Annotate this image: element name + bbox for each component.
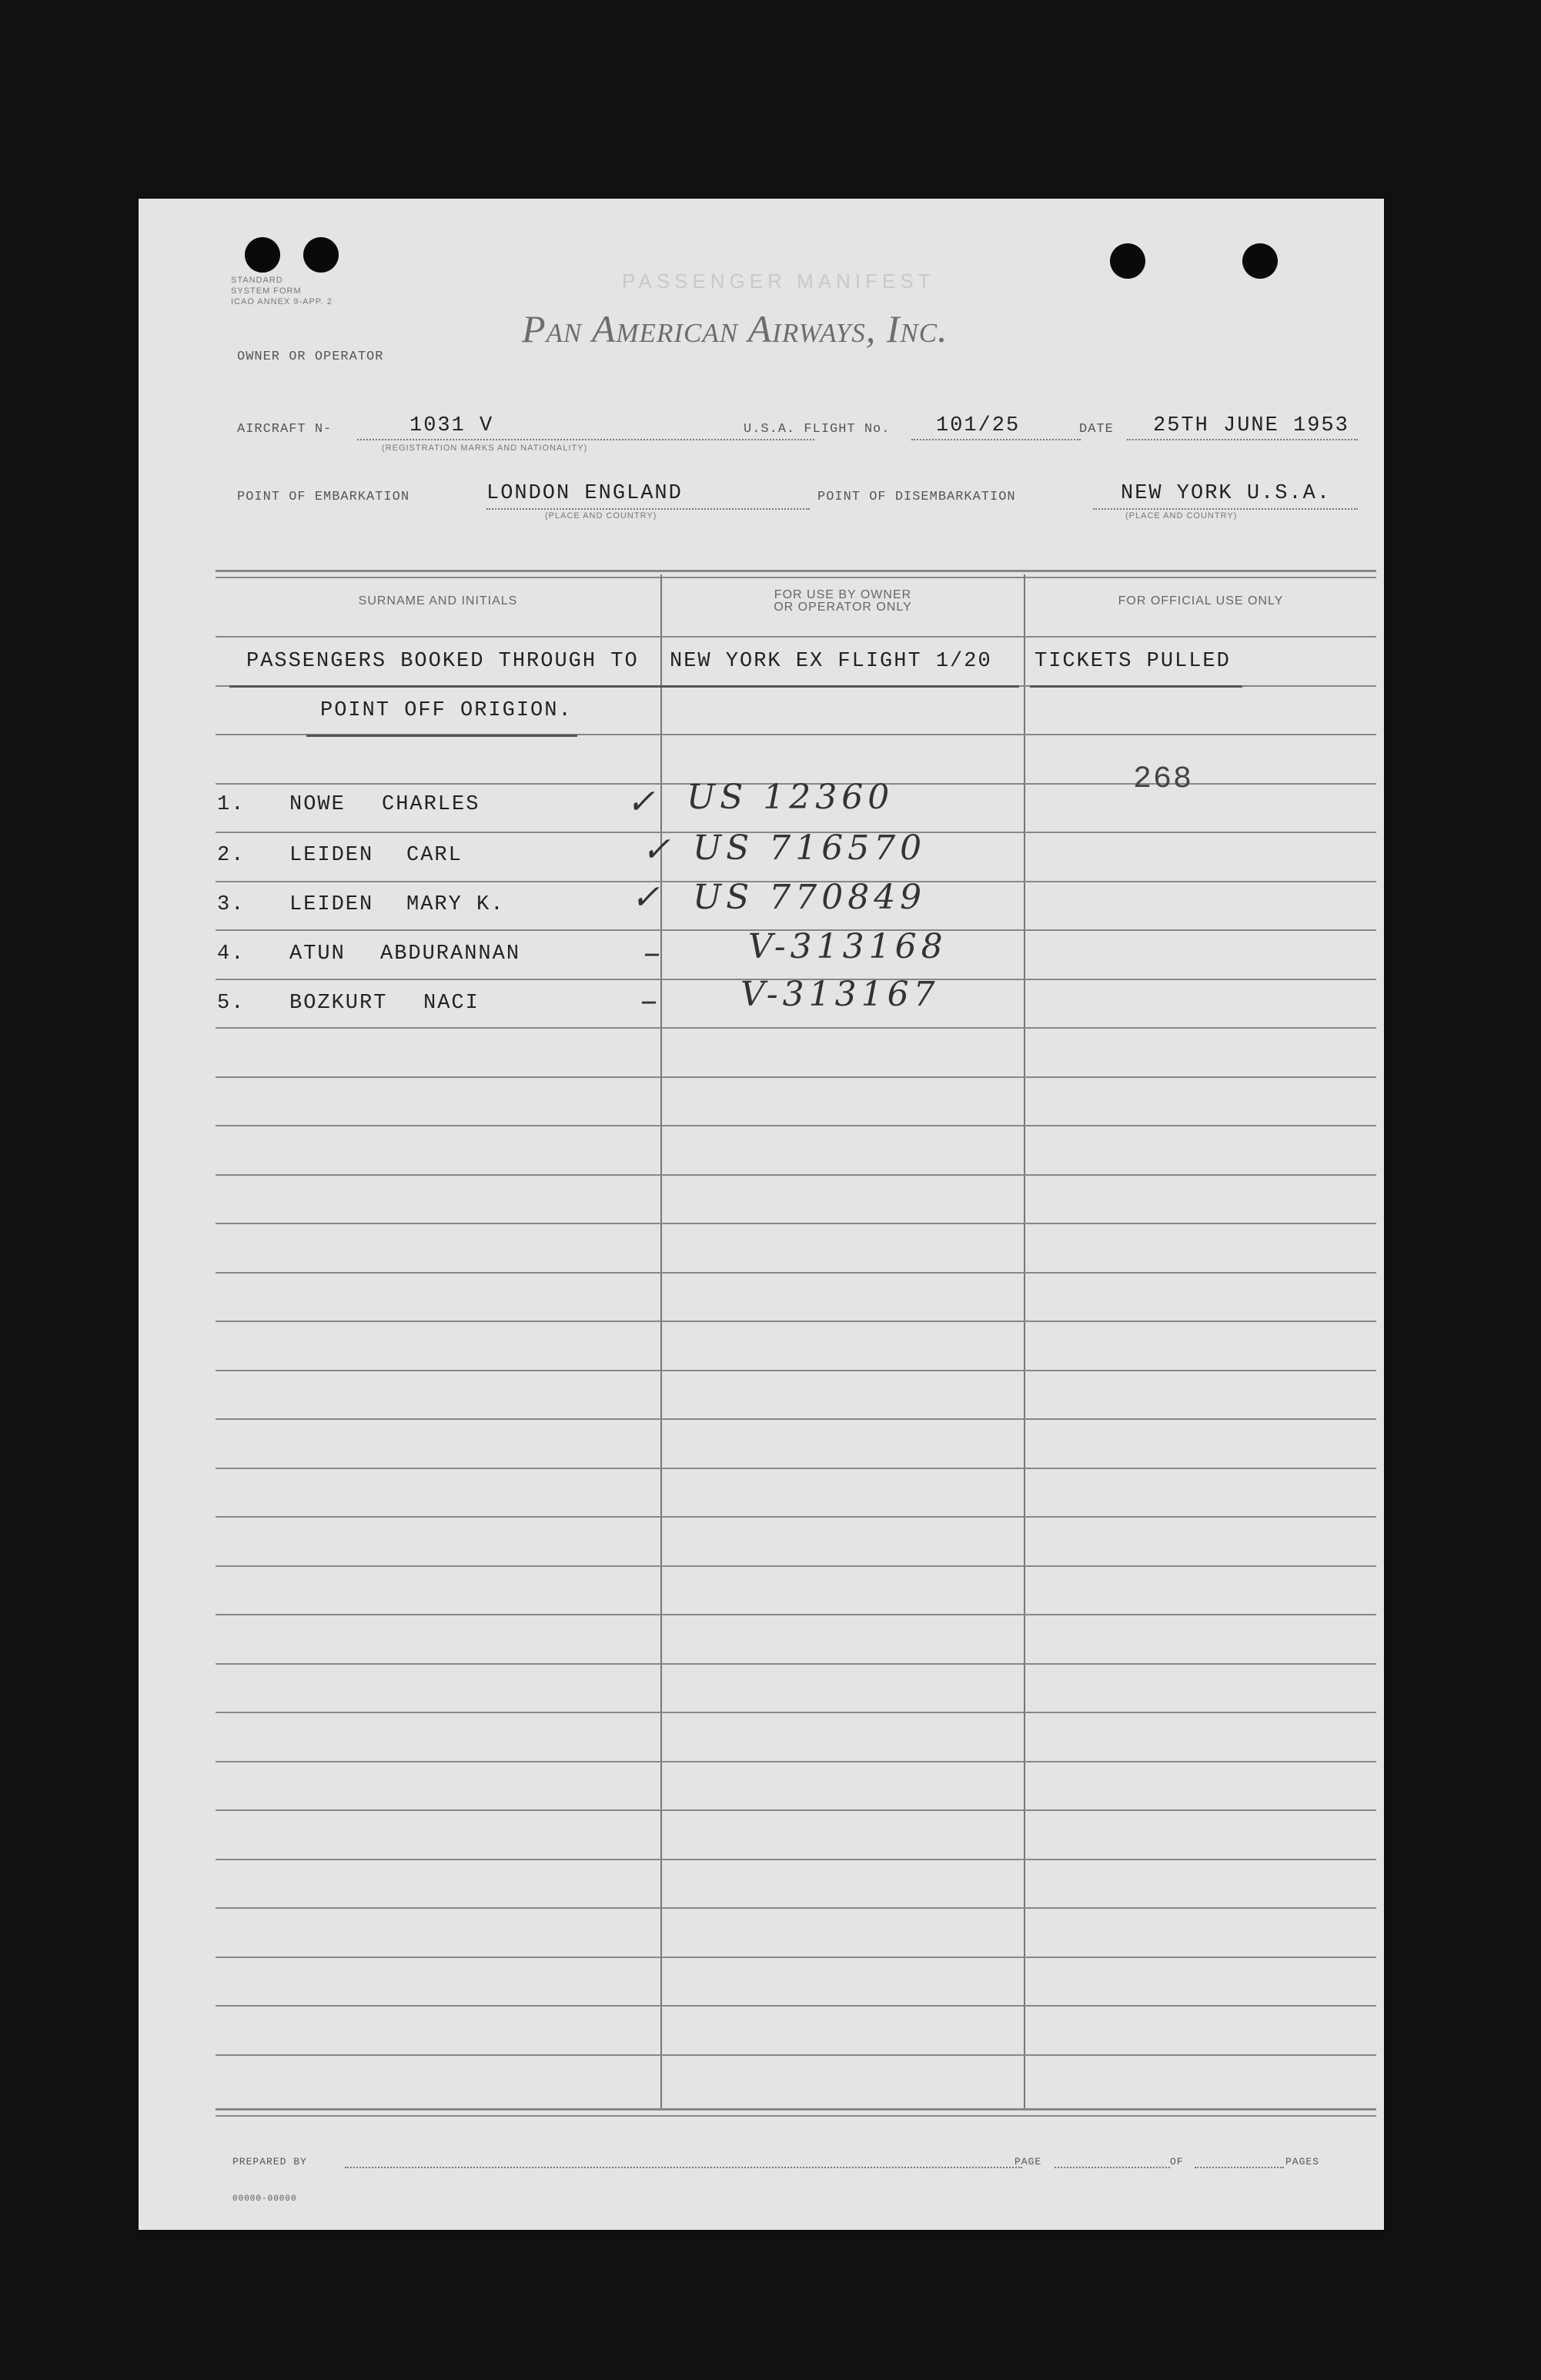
ticket-count: 268 [1133, 762, 1194, 797]
table-top-rule [216, 570, 1376, 578]
table-row-line [216, 1957, 1376, 1958]
table-row-line [216, 1712, 1376, 1713]
passenger-given-name: ABDURANNAN [380, 942, 521, 966]
airline-title: Pan American Airways, Inc. [522, 307, 948, 350]
passenger-given-name: CHARLES [382, 793, 480, 816]
embarkation-label: POINT OF EMBARKATION [237, 490, 410, 504]
punch-hole [245, 237, 280, 273]
passenger-number: 2. [217, 844, 246, 867]
owner-column-header-line2: OR OPERATOR ONLY [774, 601, 912, 614]
check-mark: ✓ [631, 878, 664, 917]
form-number: 00000-00000 [232, 2194, 297, 2204]
point-of-origin-text: POINT OFF ORIGION. [320, 699, 573, 722]
passport-number: US 770849 [693, 878, 927, 917]
form-annex-text: ICAO ANNEX 9-APP. 2 [231, 297, 333, 306]
surname-column-header: SURNAME AND INITIALS [358, 594, 518, 608]
passenger-surname: ATUN [289, 942, 346, 966]
prepared-by-label: PREPARED BY [232, 2156, 307, 2167]
table-row-line [216, 2005, 1376, 2007]
tickets-pulled-text: TICKETS PULLED [1035, 650, 1231, 673]
passenger-number: 1. [217, 793, 246, 816]
passenger-surname: BOZKURT [289, 992, 388, 1015]
column-divider [1024, 574, 1025, 2108]
disembarkation-caption: (PLACE AND COUNTRY) [1125, 511, 1238, 521]
table-row-line [216, 1321, 1376, 1322]
check-mark: ✓ [627, 782, 660, 822]
passenger-surname: NOWE [289, 793, 346, 816]
dash-mark: – [640, 981, 662, 1020]
table-row-line [216, 1370, 1376, 1371]
passenger-surname: LEIDEN [289, 893, 374, 916]
table-row-line [216, 1027, 1376, 1029]
passport-number: V-313168 [748, 927, 948, 966]
aircraft-label: AIRCRAFT N- [237, 422, 333, 437]
table-row-line [216, 1076, 1376, 1078]
embarkation-caption: (PLACE AND COUNTRY) [545, 511, 657, 521]
date-value: 25TH JUNE 1953 [1153, 414, 1349, 437]
manifest-sheet [139, 199, 1384, 2230]
official-column-header: FOR OFFICIAL USE ONLY [1118, 594, 1284, 608]
passport-number: US 716570 [693, 828, 927, 868]
table-row-line [216, 1516, 1376, 1518]
table-row-line [216, 1761, 1376, 1762]
table-row-line [216, 1663, 1376, 1665]
passenger-given-name: NACI [423, 992, 480, 1015]
passport-number: V-313167 [740, 975, 940, 1014]
date-label: DATE [1079, 422, 1114, 437]
table-row-line [216, 1418, 1376, 1420]
aircraft-value: 1031 V [409, 414, 494, 437]
disembarkation-label: POINT OF DISEMBARKATION [817, 490, 1016, 504]
table-bottom-rule [216, 2108, 1376, 2117]
passenger-given-name: MARY K. [406, 893, 505, 916]
dash-mark: – [643, 933, 665, 972]
passport-number: US 12360 [687, 778, 894, 817]
faded-heading: PASSENGER MANIFEST [622, 269, 935, 293]
punch-hole [1242, 243, 1278, 279]
column-divider [660, 574, 662, 2108]
registration-caption: (REGISTRATION MARKS AND NATIONALITY) [382, 444, 588, 453]
passenger-surname: LEIDEN [289, 844, 374, 867]
table-row-line [216, 1468, 1376, 1469]
owner-label: OWNER OR OPERATOR [237, 350, 384, 364]
table-row-line [216, 1859, 1376, 1860]
pages-label: PAGES [1285, 2156, 1320, 2167]
disembarkation-value: NEW YORK U.S.A. [1121, 482, 1332, 505]
passenger-number: 5. [217, 992, 246, 1015]
table-row-line [216, 1272, 1376, 1274]
booking-through-text: PASSENGERS BOOKED THROUGH TO [246, 650, 639, 673]
form-standard-text: STANDARD [231, 276, 283, 285]
owner-column-header-line1: FOR USE BY OWNER [774, 588, 912, 601]
punch-hole [303, 237, 339, 273]
table-row-line [216, 636, 1376, 638]
form-system-text: SYSTEM FORM [231, 286, 302, 296]
flight-label: U.S.A. FLIGHT No. [744, 422, 891, 437]
passenger-number: 3. [217, 893, 246, 916]
table-row-line [216, 1223, 1376, 1224]
table-row-line [216, 1809, 1376, 1811]
passenger-given-name: CARL [406, 844, 463, 867]
table-row-line [216, 1614, 1376, 1615]
punch-hole [1110, 243, 1145, 279]
table-row-line [216, 1565, 1376, 1567]
check-mark: ✓ [642, 830, 675, 869]
booking-flight-text: NEW YORK EX FLIGHT 1/20 [670, 650, 992, 673]
table-row-line [216, 1907, 1376, 1909]
embarkation-value: LONDON ENGLAND [486, 482, 683, 505]
flight-value: 101/25 [936, 414, 1021, 437]
table-row-line [216, 1125, 1376, 1126]
page-label: PAGE [1015, 2156, 1042, 2167]
passenger-number: 4. [217, 942, 246, 966]
of-label: OF [1170, 2156, 1184, 2167]
table-row-line [216, 2054, 1376, 2056]
table-row-line [216, 1174, 1376, 1176]
